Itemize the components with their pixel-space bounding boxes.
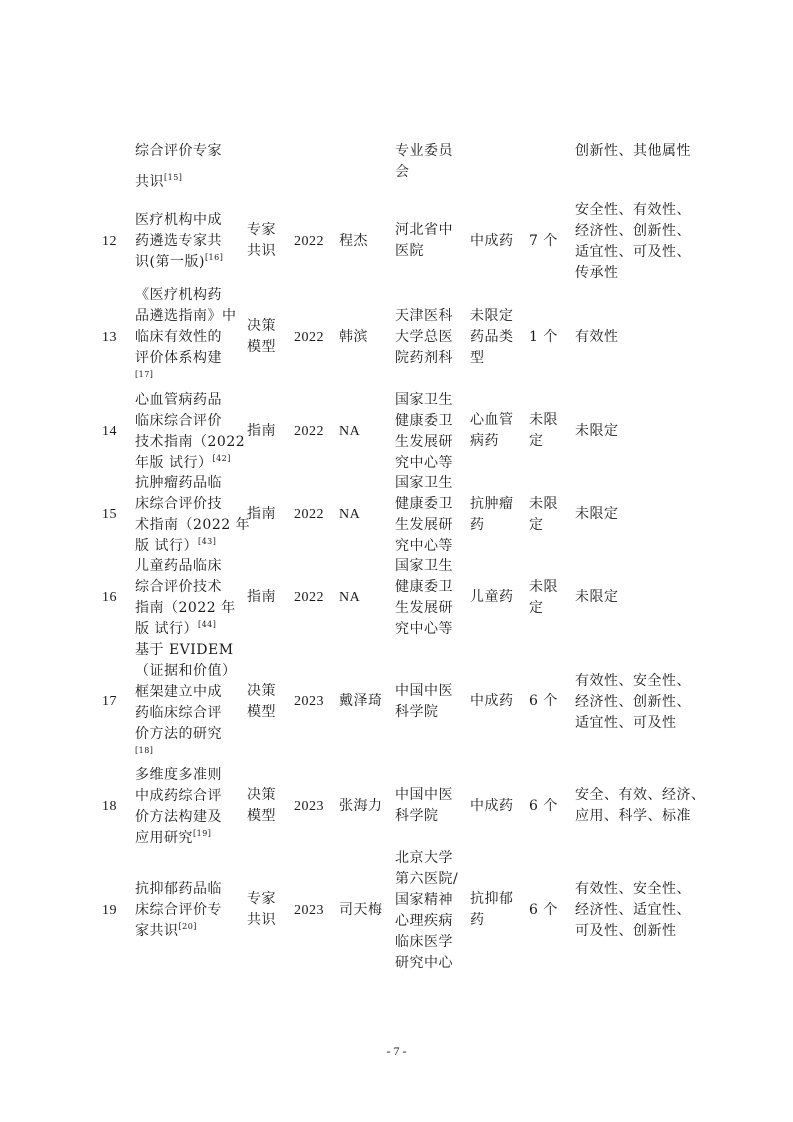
attribute-count: 6 个 xyxy=(529,902,558,918)
document-name: 儿童药品临床 综合评价技术 指南（2022 年 版 试行）[44] xyxy=(135,558,236,637)
document-type: 专家 共识 xyxy=(247,891,276,928)
drug-type: 中成药 xyxy=(470,233,514,249)
attribute-count: 6 个 xyxy=(529,798,558,814)
institution: 国家卫生 健康委卫 生发展研 究中心等 xyxy=(395,475,453,554)
year: 2023 xyxy=(294,694,324,709)
citation: [20] xyxy=(178,922,197,931)
institution: 国家卫生 健康委卫 生发展研 究中心等 xyxy=(395,558,453,637)
author: 司天梅 xyxy=(339,902,383,918)
attributes: 有效性、安全性、 经济性、适宜性、 可及性、创新性 xyxy=(575,881,691,939)
document-name: 多维度多准则 中成药综合评 价方法构建及 应用研究[19] xyxy=(135,767,222,846)
attributes: 未限定 xyxy=(575,589,619,605)
author: NA xyxy=(339,590,361,605)
row-number: 19 xyxy=(102,903,117,918)
attribute-count: 未限 定 xyxy=(529,496,558,533)
document-name: 基于 EVIDEM （证据和价值） 框架建立中成 药临床综合评 价方法的研究 [18] xyxy=(135,642,237,755)
document-name: 抗肿瘤药品临 床综合评价技 术指南（2022 年 版 试行）[43] xyxy=(135,475,251,554)
citation: [16] xyxy=(204,253,224,262)
row-number: 17 xyxy=(102,694,117,709)
top-fragment-institution: 专业委员 会 xyxy=(395,143,453,180)
institution: 中国中医 科学院 xyxy=(395,787,453,824)
document-name: 抗抑郁药品临 床综合评价专 家共识[20] xyxy=(135,881,222,939)
row-number: 13 xyxy=(102,330,117,345)
author: 戴泽琦 xyxy=(339,693,383,709)
attributes: 有效性 xyxy=(575,329,619,345)
top-fragment-attributes: 创新性、其他属性 xyxy=(575,143,691,159)
citation: [19] xyxy=(193,829,212,838)
year: 2022 xyxy=(294,424,324,439)
author: 韩滨 xyxy=(339,329,368,345)
attributes: 安全、有效、经济、 应用、科学、标准 xyxy=(575,787,706,824)
year: 2023 xyxy=(294,903,324,918)
document-name: 《医疗机构药 品遴选指南》中 临床有效性的 评价体系构建 [17] xyxy=(135,287,237,379)
drug-type: 未限定 药品类 型 xyxy=(470,308,514,366)
document-type: 指南 xyxy=(247,506,276,522)
institution: 天津医科 大学总医 院药剂科 xyxy=(395,308,453,366)
institution: 北京大学 第六医院/ 国家精神 心理疾病 临床医学 研究中心 xyxy=(395,850,459,971)
citation: [44] xyxy=(197,620,217,629)
attribute-count: 6 个 xyxy=(529,693,558,709)
citation: [42] xyxy=(212,454,231,463)
year: 2023 xyxy=(294,799,324,814)
year: 2022 xyxy=(294,590,324,605)
row-number: 16 xyxy=(102,590,117,605)
document-type: 决策 模型 xyxy=(247,787,276,824)
document-type: 指南 xyxy=(247,589,276,605)
attributes: 未限定 xyxy=(575,423,619,439)
attributes: 有效性、安全性、 经济性、创新性、 适宜性、可及性 xyxy=(575,673,691,731)
citation: [15] xyxy=(164,173,183,182)
attributes: 未限定 xyxy=(575,506,619,522)
attribute-count: 1 个 xyxy=(529,329,558,345)
page-number: - 7 - xyxy=(386,1044,407,1058)
top-fragment-name-cont: 共识[15] xyxy=(135,173,183,190)
attribute-count: 7 个 xyxy=(529,233,558,249)
citation: [18] xyxy=(135,746,154,755)
row-number: 12 xyxy=(102,234,117,249)
citation: [43] xyxy=(197,537,217,546)
document-name: 医疗机构中成 药遴选专家共 识(第一版)[16] xyxy=(135,212,224,270)
attribute-count: 未限 定 xyxy=(529,579,558,616)
year: 2022 xyxy=(294,234,324,249)
document-type: 决策 模型 xyxy=(247,318,276,355)
year: 2022 xyxy=(294,507,324,522)
attributes: 安全性、有效性、 经济性、创新性、 适宜性、可及性、 传承性 xyxy=(575,202,691,281)
attribute-count: 未限 定 xyxy=(529,412,558,449)
document-name: 心血管病药品 临床综合评价 技术指南（2022 年版 试行）[42] xyxy=(135,392,246,471)
institution: 河北省中 医院 xyxy=(395,222,453,259)
author: 程杰 xyxy=(339,233,368,249)
row-number: 15 xyxy=(102,507,117,522)
institution: 国家卫生 健康委卫 生发展研 究中心等 xyxy=(395,392,453,471)
drug-type: 中成药 xyxy=(470,798,514,814)
citation: [17] xyxy=(135,370,154,379)
author: NA xyxy=(339,424,361,439)
top-fragment-name: 综合评价专家 xyxy=(135,143,222,159)
drug-type: 心血管 病药 xyxy=(470,412,514,449)
author: NA xyxy=(339,507,361,522)
row-number: 18 xyxy=(102,799,117,814)
drug-type: 中成药 xyxy=(470,693,514,709)
drug-type: 抗抑郁 药 xyxy=(470,891,514,928)
author: 张海力 xyxy=(339,798,383,814)
drug-type: 抗肿瘤 药 xyxy=(470,496,514,533)
document-type: 专家 共识 xyxy=(247,222,276,259)
document-type: 指南 xyxy=(247,423,276,439)
document-type: 决策 模型 xyxy=(247,683,276,720)
drug-type: 儿童药 xyxy=(470,589,514,605)
institution: 中国中医 科学院 xyxy=(395,683,453,720)
row-number: 14 xyxy=(102,424,117,439)
year: 2022 xyxy=(294,330,324,345)
